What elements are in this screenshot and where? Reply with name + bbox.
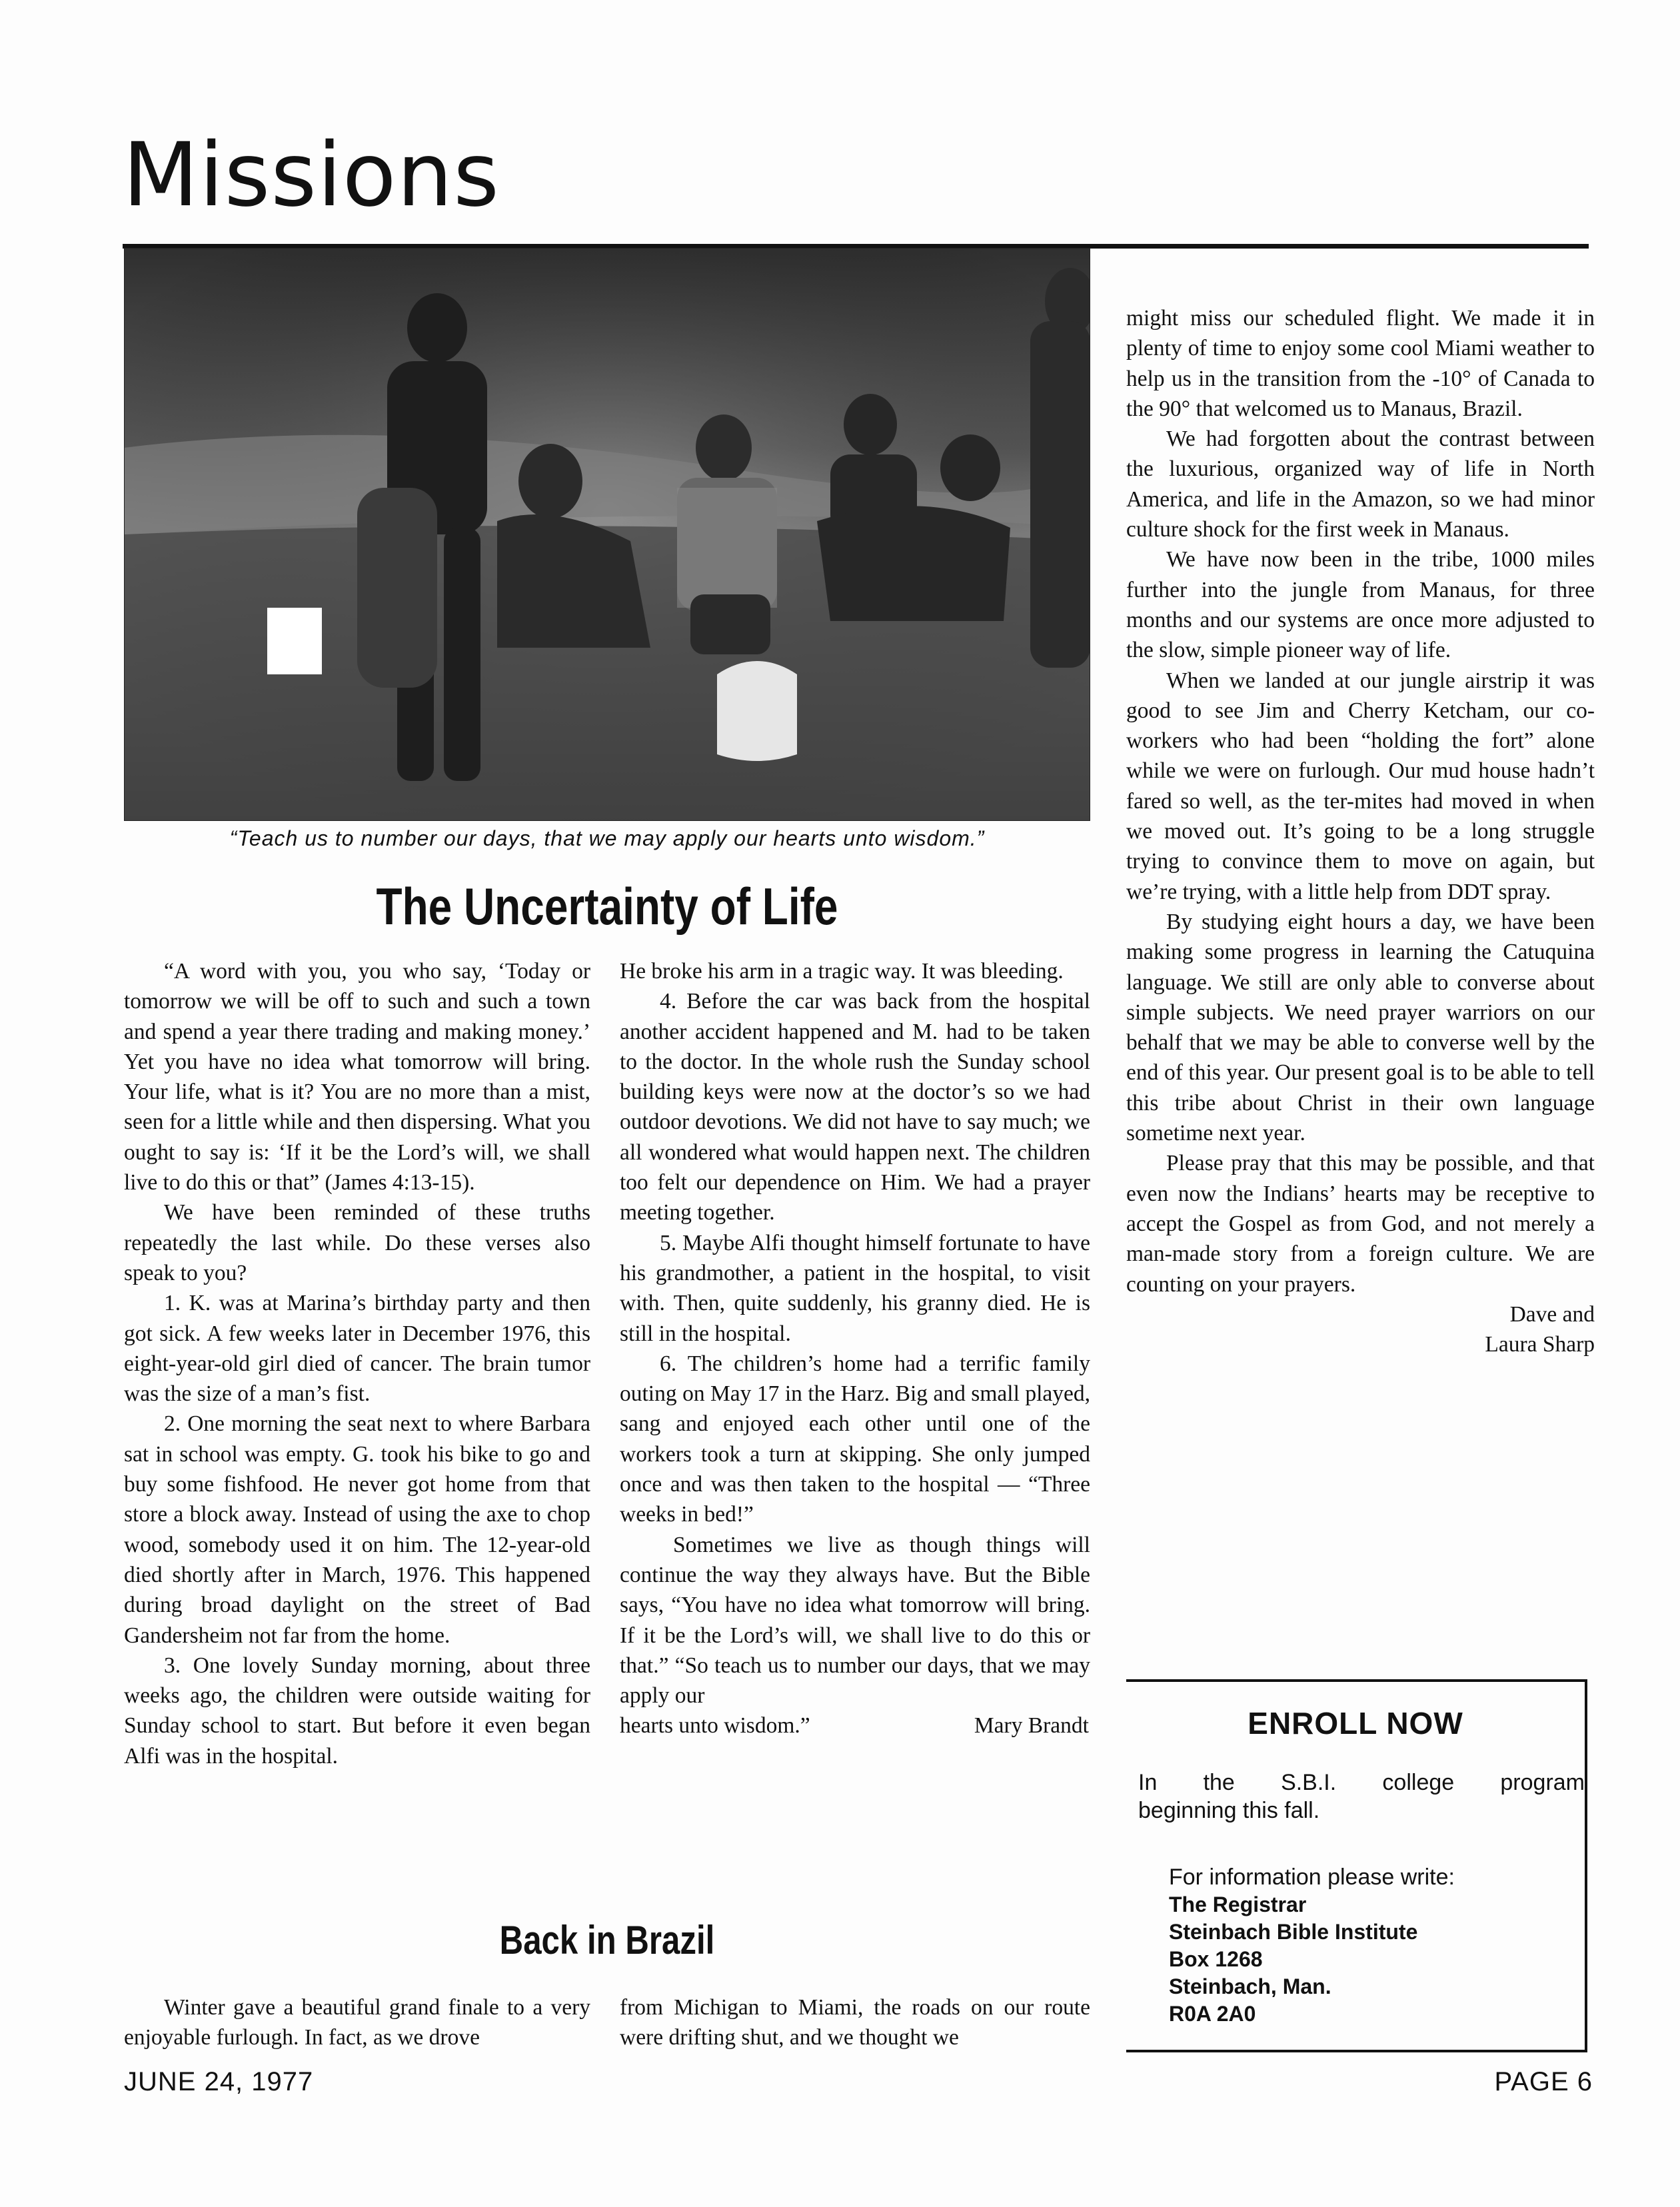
photo-children-outdoors — [124, 248, 1090, 821]
article2-paragraph: Please pray that this may be possible, and that even now the Indians’ hearts may be receptive to accept the Gospel as from God, and not merely a man-made story from a foreign culture. We are counting on your prayers. — [1126, 1151, 1595, 1297]
enroll-word: college — [1382, 1770, 1455, 1795]
enroll-word: the — [1203, 1770, 1235, 1795]
article2-paragraph: Winter gave a beautiful grand finale to a very enjoyable furlough. In fact, as we drove — [124, 1995, 590, 2050]
article1-paragraph: 1. K. was at Marina’s birthday party and then got sick. A few weeks later in December 1976, this eight-year-old girl died of cancer. The brain tumor was the size of a man’s fist. — [124, 1291, 590, 1407]
enroll-now-box — [1126, 1679, 1587, 2052]
enroll-word: In — [1138, 1770, 1158, 1795]
article1-paragraph: He broke his arm in a tragic way. It was bleeding. — [620, 959, 1064, 984]
article1-paragraph: 5. Maybe Alfi thought himself fortunate to have his grandmother, a patient in the hospital, to visit with. Then, quite suddenly, his granny died. He is still in the hospital. — [620, 1230, 1090, 1346]
article1-closing-text: hearts unto wisdom.” — [620, 1713, 810, 1739]
article1-closing-line — [620, 1711, 1090, 1741]
article2-paragraph: from Michigan to Miami, the roads on our route were drifting shut, and we thought we — [620, 1995, 1090, 2050]
enroll-heading: ENROLL NOW — [1248, 1706, 1463, 1741]
enroll-line1 — [1138, 1769, 1585, 1797]
article2-paragraph: We have now been in the tribe, 1000 miles further into the jungle from Manaus, for three months and our systems are once more adjusted to the slow, simple pioneer way of life. — [1126, 547, 1595, 663]
article1-paragraph: Sometimes we live as though things will continue the way they always have. But the Bible says, “You have no idea what tomorrow will bring. If it be the Lord’s will, we shall live to do this or that.” “So teach us to number our days, that we may apply our — [620, 1532, 1090, 1709]
article2-signature-line2: Laura Sharp — [1485, 1332, 1595, 1357]
article1-paragraph: “A word with you, you who say, ‘Today or tomorrow we will be off to such and such a town and spend a year there trading and making money.’ Yet you have no idea what tomorrow will bring. Your life, what is it? You are no more than a mist, seen for a little while and then dispersing. What you ought to say is: ‘If it be the Lord’s will, we shall live to do this or that” (James 4:13-15). — [124, 959, 590, 1195]
enroll-address — [1169, 1891, 1417, 2028]
headline-uncertainty-of-life: The Uncertainty of Life — [376, 877, 838, 936]
article1-paragraph: 2. One morning the seat next to where Barbara sat in school was empty. G. took his bike to go and buy some fishfood. He never got home from that store a block away. Instead of using the axe to chop wood, somebody used it on him. The 12-year-old died shortly after in March, 1976. This happened during broad daylight on the street of Bad Gandersheim not far from the home. — [124, 1411, 590, 1648]
article1-column-left — [124, 956, 590, 1771]
enroll-line2: beginning this fall. — [1138, 1798, 1320, 1823]
article1-paragraph: 3. One lovely Sunday morning, about three weeks ago, the children were outside waiting for Sunday school to start. But before it even began Alfi was in the hospital. — [124, 1653, 590, 1769]
article1-paragraph: We have been reminded of these truths repeatedly the last while. Do these verses also speak to you? — [124, 1200, 590, 1285]
article1-column-middle — [620, 956, 1090, 1741]
article2-column-left — [124, 1992, 590, 2053]
article2-paragraph: We had forgotten about the contrast between the luxurious, organized way of life in North America, and life in the Amazon, so we had minor culture shock for the first week in Manaus. — [1126, 426, 1595, 542]
enroll-address-line: Steinbach Bible Institute — [1169, 1920, 1418, 1944]
article2-signature-line1: Dave and — [1509, 1301, 1595, 1327]
enroll-address-line: R0A 2A0 — [1169, 2002, 1256, 2026]
article1-paragraph: 6. The children’s home had a terrific family outing on May 17 in the Harz. Big and small played, sang and enjoyed each other until one of the workers took a turn at skipping. She only jumped once and was then taken to the hospital — “Three weeks in bed!” — [620, 1351, 1090, 1527]
article2-paragraph: When we landed at our jungle airstrip it was good to see Jim and Cherry Ketcham, our co-workers who had been “holding the fort” alone while we were on furlough. Our mud house hadn’t fared so well, as the ter-mites had moved in when we moved out. It’s going to be a long struggle trying to convince them to move on again, but we’re trying, with a little help from DDT spray. — [1126, 668, 1595, 904]
enroll-info: For information please write: — [1169, 1864, 1455, 1890]
enroll-address-line: The Registrar — [1169, 1892, 1307, 1916]
enroll-address-line: Steinbach, Man. — [1169, 1974, 1331, 1998]
article2-column-right — [1126, 303, 1595, 1359]
article2-paragraph: By studying eight hours a day, we have been making some progress in learning the Catuquina language. We still are only able to converse about simple subjects. We need prayer warriors on our behalf that we may be able to converse well by the end of this year. Our present goal is to be able to tell this tribe about Christ in their own language sometime next year. — [1126, 909, 1595, 1146]
article1-paragraph: 4. Before the car was back from the hospital another accident happened and M. had to be taken to the doctor. In the whole rush the Sunday school building keys were now at the doctor’s so we had outdoor devotions. We did not have to say much; we all wondered what would happen next. The children too felt our dependence on Him. We had a prayer meeting together. — [620, 989, 1090, 1225]
photo-caption: “Teach us to number our days, that we may apply our hearts unto wisdom.” — [229, 826, 985, 850]
enroll-address-line: Box 1268 — [1169, 1947, 1263, 1971]
headline-back-in-brazil: Back in Brazil — [499, 1918, 715, 1962]
photo-illustration — [124, 248, 1090, 821]
footer-page-number: PAGE 6 — [1494, 2067, 1593, 2096]
section-title: Missions — [123, 124, 500, 227]
enroll-word: S.B.I. — [1281, 1770, 1337, 1795]
enroll-word: program — [1500, 1770, 1585, 1795]
footer-date: JUNE 24, 1977 — [124, 2067, 314, 2096]
article1-author: Mary Brandt — [974, 1713, 1089, 1739]
article2-paragraph: might miss our scheduled flight. We made it in plenty of time to enjoy some cool Miami weather to help us in the transition from the -10° of Canada to the 90° that welcomed us to Manaus, Brazil. — [1126, 306, 1595, 421]
article2-column-middle — [620, 1992, 1090, 2053]
